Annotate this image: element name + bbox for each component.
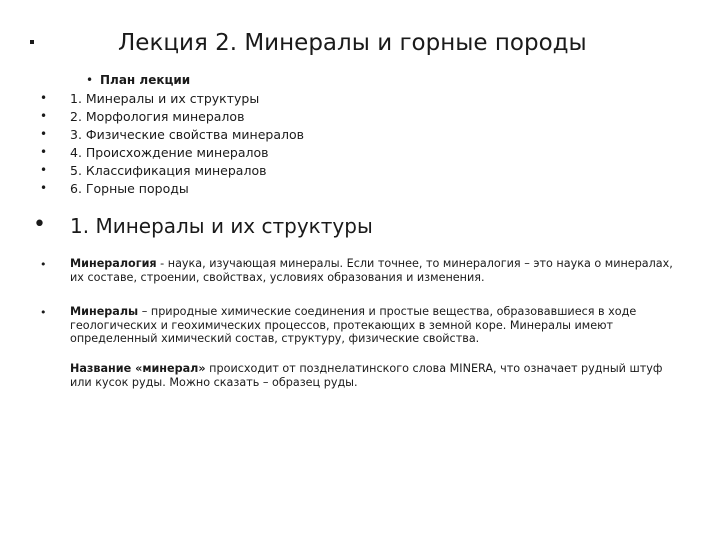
plan-item-text: 6. Горные породы [70, 181, 189, 196]
paragraph-text: происходит от позднелатинского слова MINERA, что означает рудный штуф или кусок руды. Можно сказать – образец руды. [70, 362, 663, 389]
plan-item-bullet: • [40, 91, 48, 105]
term-minerals: Минералы [70, 305, 139, 318]
plan-item-text: 1. Минералы и их структуры [70, 91, 260, 106]
plan-item [0, 144, 720, 162]
plan-item [0, 126, 720, 144]
plan-heading: План лекции [100, 73, 191, 87]
plan-item-bullet: • [40, 109, 48, 123]
plan-item-bullet: • [40, 181, 48, 195]
paragraph-minerals [70, 305, 680, 346]
section-heading-row [0, 212, 720, 242]
slide-title: Лекция 2. Минералы и горные породы [118, 30, 587, 56]
plan-item-text: 3. Физические свойства минералов [70, 127, 305, 142]
paragraph-name-origin [70, 362, 680, 389]
plan-item-bullet: • [40, 127, 48, 141]
section-heading: 1. Минералы и их структуры [70, 214, 373, 238]
paragraph-mineralogy [70, 257, 680, 284]
paragraph-text: - наука, изучающая минералы. Если точнее, то минералогия – это наука о минералах, их составе, строении, свойствах, условиях образования и изменения. [70, 257, 673, 284]
plan-item-bullet: • [40, 145, 48, 159]
plan-item-text: 4. Происхождение минералов [70, 145, 269, 160]
plan-item [0, 162, 720, 180]
plan-item [0, 108, 720, 126]
paragraph-bullet: • [40, 306, 47, 319]
term-mineral: минерал [142, 362, 199, 375]
plan-item [0, 90, 720, 108]
plan-heading-bullet: • [86, 73, 94, 87]
term-mineralogy: Минералогия [70, 257, 157, 270]
plan-item-text: 2. Морфология минералов [70, 109, 245, 124]
term-name-suffix: » [198, 362, 206, 375]
paragraph-bullet: • [40, 258, 47, 271]
plan-item [0, 180, 720, 198]
section-bullet: • [33, 212, 46, 237]
plan-item-bullet: • [40, 163, 48, 177]
paragraph-text: – природные химические соединения и простые вещества, образовавшиеся в ходе геологических и геохимических процессов, протекающих в земной коре. Минералы имеют определенный химический состав, структуру, физические свойства. [70, 305, 637, 345]
plan-item-text: 5. Классификация минералов [70, 163, 267, 178]
term-name-prefix: Название « [70, 362, 143, 375]
title-bullet [30, 40, 34, 44]
